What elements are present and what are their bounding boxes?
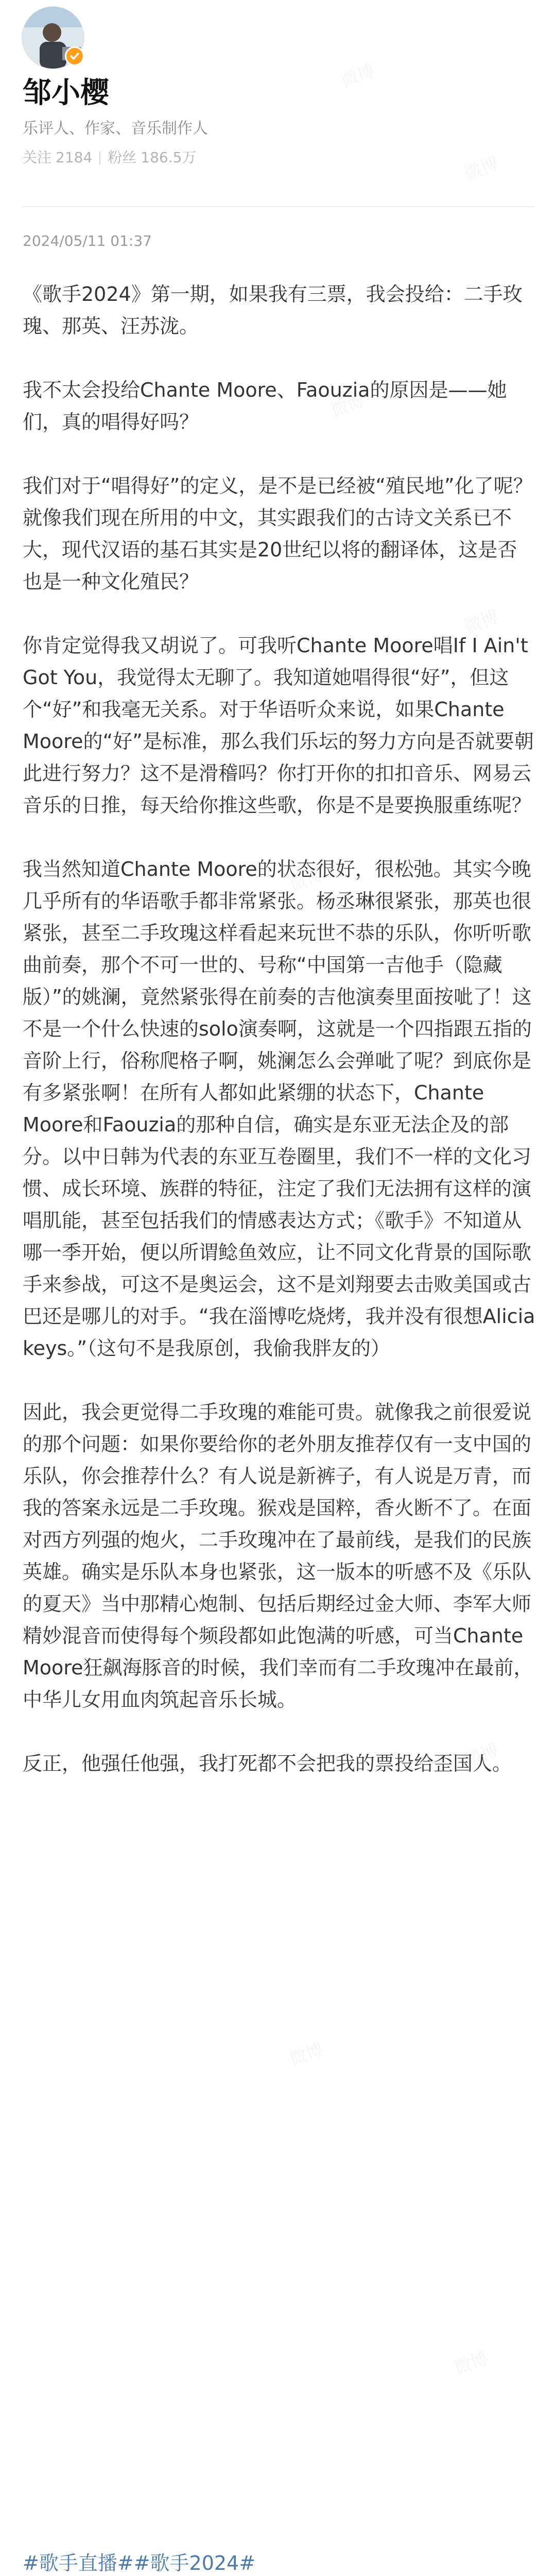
followers-label: 粉丝 — [108, 149, 137, 166]
post-paragraph: 《歌手2024》第一期，如果我有三票，我会投给：二手玫瑰、那英、汪苏泷。 — [23, 283, 523, 337]
hashtag-link[interactable]: #歌手2024# — [133, 2552, 256, 2574]
post-body — [23, 278, 535, 1811]
watermark — [285, 2035, 327, 2071]
verified-badge-icon — [65, 46, 84, 66]
post-paragraph: 反正，他强任他强，我打死都不会把我的票投给歪国人。 — [23, 1752, 512, 1775]
post-paragraph: 我当然知道Chante Moore的状态很好，很松弛。其实今晚几乎所有的华语歌手都非常紧张。杨丞琳很紧张，那英也很紧张，甚至二手玫瑰这样看起来玩世不恭的乐队，你听听歌曲前奏，那个不可一世的、号称“中国第一吉他手（隐藏版）”的姚澜，竟然紧张得在前奏的吉他演奏里面按呲了！这不是一个什么快速的solo演奏啊，这就是一个四指跟五指的音阶上行，俗称爬格子啊，姚澜怎么会弹呲了呢？到底你是有多紧张啊！在所有人都如此紧绷的状态下，Chante Moore和Faouzia的那种自信，确实是东亚无法企及的部分。以中日韩为代表的东亚互卷圈里，我们不一样的文化习惯、成长环境、族群的特征，注定了我们无法拥有这样的演唱肌能，甚至包括我们的情感表达方式；《歌手》不知道从哪一季开始，便以所谓鲶鱼效应，让不同文化背景的国际歌手来参战，可这不是奥运会，这不是刘翔要去击败美国或古巴还是哪儿的对手。“我在淄博吃烧烤，我并没有很想Alicia keys。”（这句不是我原创，我偷我胖友的） — [23, 858, 535, 1360]
user-name[interactable]: 邹小樱 — [23, 76, 109, 110]
stats-separator — [99, 151, 100, 165]
post-timestamp: 2024/05/11 01:37 — [23, 232, 152, 249]
divider — [22, 206, 534, 207]
post-paragraph: 你肯定觉得我又胡说了。可我听Chante Moore唱If I Ain't Got You，我觉得太无聊了。我知道她唱得很“好”，但这个“好”和我毫无关系。对于华语听众来说，如果Chante Moore的“好”是标准，那么我们乐坛的努力方向是否就要朝此进行努力？这不是滑稽吗？你打开你的扣扣音乐、网易云音乐的日推，每天给你推这些歌，你是不是要换服重练呢？ — [23, 634, 534, 817]
hashtag-row — [23, 2547, 255, 2576]
profile-header — [0, 0, 556, 196]
hashtag-link[interactable]: #歌手直播# — [23, 2552, 134, 2574]
following-count[interactable]: 2184 — [56, 149, 93, 166]
post-paragraph: 我们对于“唱得好”的定义，是不是已经被“殖民地”化了呢？就像我们现在所用的中文，其实跟我们的古诗文关系已不大，现代汉语的基石其实是20世纪以将的翻译体，这是否也是一种文化殖民？ — [23, 474, 533, 593]
following-label: 关注 — [23, 149, 52, 166]
followers-count[interactable]: 186.5万 — [141, 149, 197, 166]
user-description: 乐评人、作家、音乐制作人 — [23, 120, 208, 138]
post-paragraph: 因此，我会更觉得二手玫瑰的难能可贵。就像我之前很爱说的那个问题：如果你要给你的老外朋友推荐仅有一支中国的乐队，你会推荐什么？有人说是新裤子，有人说是万青，而我的答案永远是二手玫瑰。猴戏是国粹，香火断不了。在面对西方列强的炮火，二手玫瑰冲在了最前线，是我们的民族英雄。确实是乐队本身也紧张，这一版本的听感不及《乐队的夏天》当中那精心炮制、包括后期经过金大师、李军大师精妙混音而使得每个频段都如此饱满的听感，可当Chante Moore狂飙海豚音的时候，我们幸而有二手玫瑰冲在最前，中华儿女用血肉筑起音乐长城。 — [23, 1401, 533, 1711]
post-paragraph: 我不太会投给Chante Moore、Faouzia的原因是——她们，真的唱得好吗？ — [23, 379, 507, 433]
watermark — [450, 2344, 492, 2380]
user-stats — [23, 147, 196, 168]
